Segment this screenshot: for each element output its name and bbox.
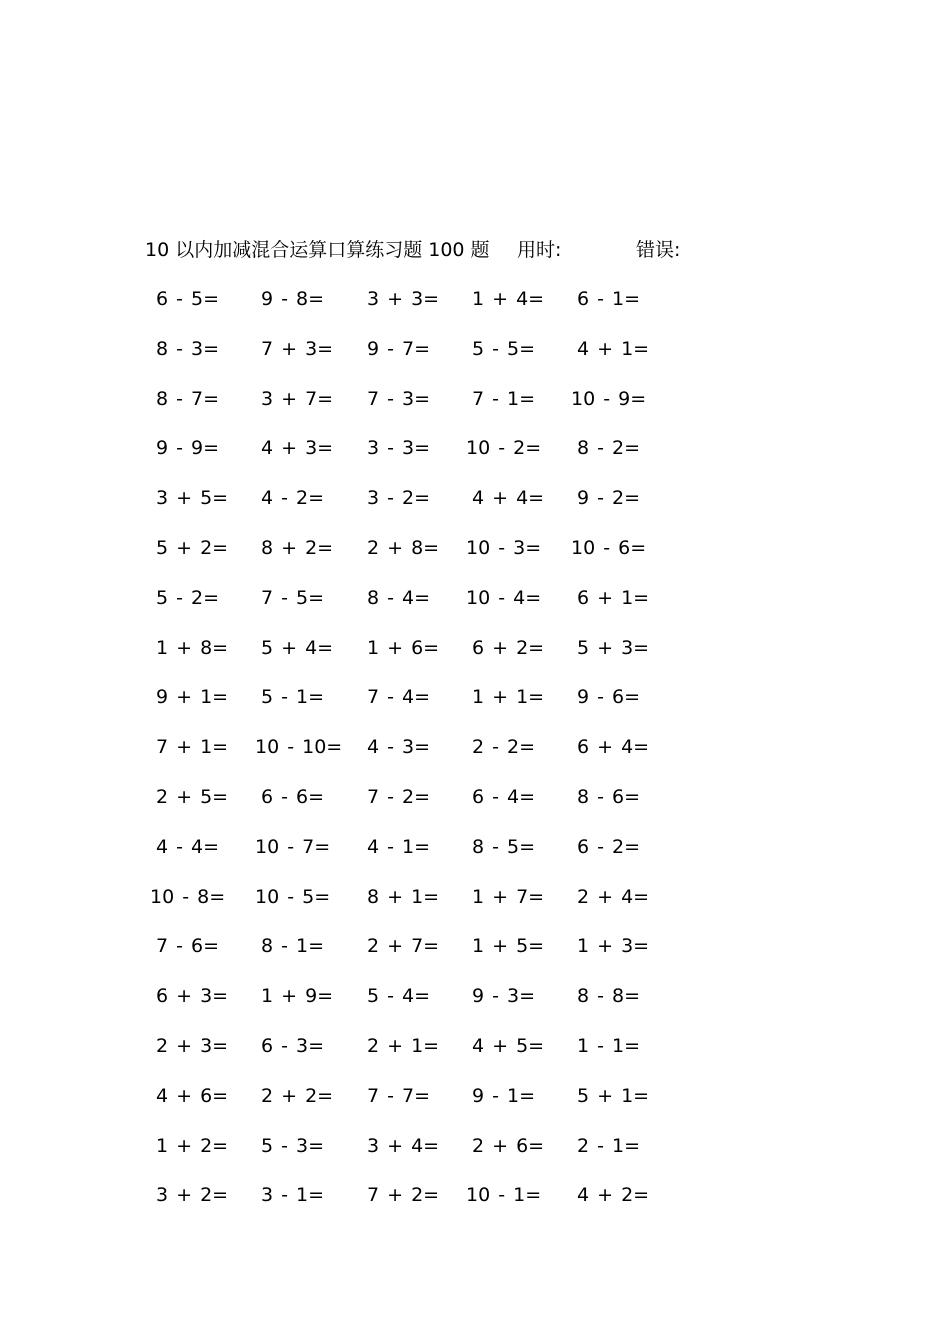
problem-item: 1 + 6=	[367, 636, 440, 659]
problem-item: 4 + 6=	[156, 1084, 229, 1107]
problem-item: 7 - 1=	[472, 387, 536, 410]
problem-item: 9 - 6=	[577, 686, 641, 709]
problem-row	[0, 281, 950, 331]
problem-item: 3 - 2=	[367, 487, 431, 510]
problem-item: 10 - 7=	[255, 835, 331, 858]
problem-item: 5 - 2=	[156, 586, 220, 609]
problem-row	[0, 630, 950, 680]
problem-row	[0, 480, 950, 530]
problem-item: 6 - 5=	[156, 288, 220, 310]
problem-item: 6 - 3=	[261, 1034, 325, 1057]
problem-item: 6 - 4=	[472, 785, 536, 808]
problem-item: 9 - 1=	[472, 1084, 536, 1107]
problem-row	[0, 530, 950, 580]
problem-item: 7 + 3=	[261, 337, 334, 360]
error-count-label: 错误:	[636, 239, 681, 261]
problem-item: 7 - 2=	[367, 785, 431, 808]
problem-row	[0, 381, 950, 431]
problem-item: 1 + 5=	[472, 935, 545, 958]
problem-item: 5 + 2=	[156, 536, 229, 559]
problem-item: 4 - 4=	[156, 835, 220, 858]
problem-item: 10 - 8=	[150, 885, 226, 908]
problem-item: 7 - 5=	[261, 586, 325, 609]
problem-item: 1 + 3=	[577, 935, 650, 958]
problem-row	[0, 1128, 950, 1178]
problem-item: 2 - 2=	[472, 736, 536, 759]
problem-item: 2 + 6=	[472, 1134, 545, 1157]
problem-item: 2 + 5=	[156, 785, 229, 808]
problem-item: 8 + 2=	[261, 536, 334, 559]
problem-item: 2 + 7=	[367, 935, 440, 958]
problem-item: 5 - 4=	[367, 985, 431, 1008]
problem-item: 4 + 5=	[472, 1034, 545, 1057]
problem-item: 7 - 7=	[367, 1084, 431, 1107]
problem-row	[0, 580, 950, 630]
problem-row	[0, 1177, 950, 1227]
worksheet-title: 10 以内加减混合运算口算练习题 100 题	[145, 239, 490, 261]
problem-grid	[0, 281, 950, 1227]
problem-item: 4 + 2=	[577, 1184, 650, 1207]
problem-row	[0, 928, 950, 978]
problem-item: 10 - 1=	[466, 1184, 542, 1207]
problem-item: 1 + 8=	[156, 636, 229, 659]
problem-item: 1 + 7=	[472, 885, 545, 908]
problem-item: 2 + 8=	[367, 536, 440, 559]
problem-item: 1 + 2=	[156, 1134, 229, 1157]
problem-item: 10 - 2=	[466, 437, 542, 460]
problem-item: 1 + 4=	[472, 288, 545, 310]
problem-item: 5 + 3=	[577, 636, 650, 659]
problem-item: 9 + 1=	[156, 686, 229, 709]
problem-item: 5 - 5=	[472, 337, 536, 360]
problem-item: 2 - 1=	[577, 1134, 641, 1157]
problem-row	[0, 879, 950, 929]
problem-item: 6 + 2=	[472, 636, 545, 659]
problem-row	[0, 729, 950, 779]
problem-item: 10 - 4=	[466, 586, 542, 609]
time-used-label: 用时:	[517, 239, 562, 261]
problem-row	[0, 1078, 950, 1128]
problem-item: 9 - 7=	[367, 337, 431, 360]
problem-item: 9 - 9=	[156, 437, 220, 460]
problem-item: 4 + 3=	[261, 437, 334, 460]
problem-item: 3 + 3=	[367, 288, 440, 310]
problem-item: 6 - 2=	[577, 835, 641, 858]
problem-item: 4 - 2=	[261, 487, 325, 510]
problem-row	[0, 779, 950, 829]
problem-item: 10 - 3=	[466, 536, 542, 559]
problem-item: 8 - 6=	[577, 785, 641, 808]
problem-row	[0, 430, 950, 480]
problem-item: 10 - 6=	[571, 536, 647, 559]
problem-item: 4 - 1=	[367, 835, 431, 858]
problem-item: 8 - 2=	[577, 437, 641, 460]
problem-row	[0, 331, 950, 381]
problem-item: 8 + 1=	[367, 885, 440, 908]
problem-item: 1 + 9=	[261, 985, 334, 1008]
problem-item: 4 + 1=	[577, 337, 650, 360]
problem-item: 2 + 3=	[156, 1034, 229, 1057]
problem-item: 7 + 1=	[156, 736, 229, 759]
problem-row	[0, 679, 950, 729]
problem-item: 10 - 10=	[255, 736, 343, 759]
problem-item: 3 - 3=	[367, 437, 431, 460]
problem-item: 8 - 4=	[367, 586, 431, 609]
problem-item: 8 - 7=	[156, 387, 220, 410]
problem-item: 2 + 1=	[367, 1034, 440, 1057]
problem-item: 3 + 7=	[261, 387, 334, 410]
problem-item: 6 + 4=	[577, 736, 650, 759]
problem-item: 10 - 5=	[255, 885, 331, 908]
problem-item: 1 + 1=	[472, 686, 545, 709]
problem-item: 9 - 2=	[577, 487, 641, 510]
problem-item: 5 + 4=	[261, 636, 334, 659]
problem-item: 3 - 1=	[261, 1184, 325, 1207]
problem-item: 7 - 4=	[367, 686, 431, 709]
problem-item: 6 + 3=	[156, 985, 229, 1008]
problem-item: 6 + 1=	[577, 586, 650, 609]
problem-item: 4 - 3=	[367, 736, 431, 759]
problem-item: 7 - 3=	[367, 387, 431, 410]
problem-item: 4 + 4=	[472, 487, 545, 510]
problem-item: 5 - 1=	[261, 686, 325, 709]
problem-item: 3 + 5=	[156, 487, 229, 510]
problem-item: 8 - 5=	[472, 835, 536, 858]
worksheet-header	[145, 234, 765, 266]
problem-item: 7 + 2=	[367, 1184, 440, 1207]
problem-item: 6 - 6=	[261, 785, 325, 808]
problem-item: 3 + 2=	[156, 1184, 229, 1207]
problem-item: 9 - 8=	[261, 288, 325, 310]
problem-item: 8 - 3=	[156, 337, 220, 360]
problem-item: 6 - 1=	[577, 288, 641, 310]
problem-item: 5 - 3=	[261, 1134, 325, 1157]
problem-item: 2 + 4=	[577, 885, 650, 908]
problem-item: 10 - 9=	[571, 387, 647, 410]
problem-item: 7 - 6=	[156, 935, 220, 958]
problem-row	[0, 978, 950, 1028]
problem-item: 9 - 3=	[472, 985, 536, 1008]
problem-item: 2 + 2=	[261, 1084, 334, 1107]
problem-row	[0, 1028, 950, 1078]
problem-item: 1 - 1=	[577, 1034, 641, 1057]
problem-item: 8 - 8=	[577, 985, 641, 1008]
problem-item: 3 + 4=	[367, 1134, 440, 1157]
problem-item: 8 - 1=	[261, 935, 325, 958]
problem-row	[0, 829, 950, 879]
problem-item: 5 + 1=	[577, 1084, 650, 1107]
